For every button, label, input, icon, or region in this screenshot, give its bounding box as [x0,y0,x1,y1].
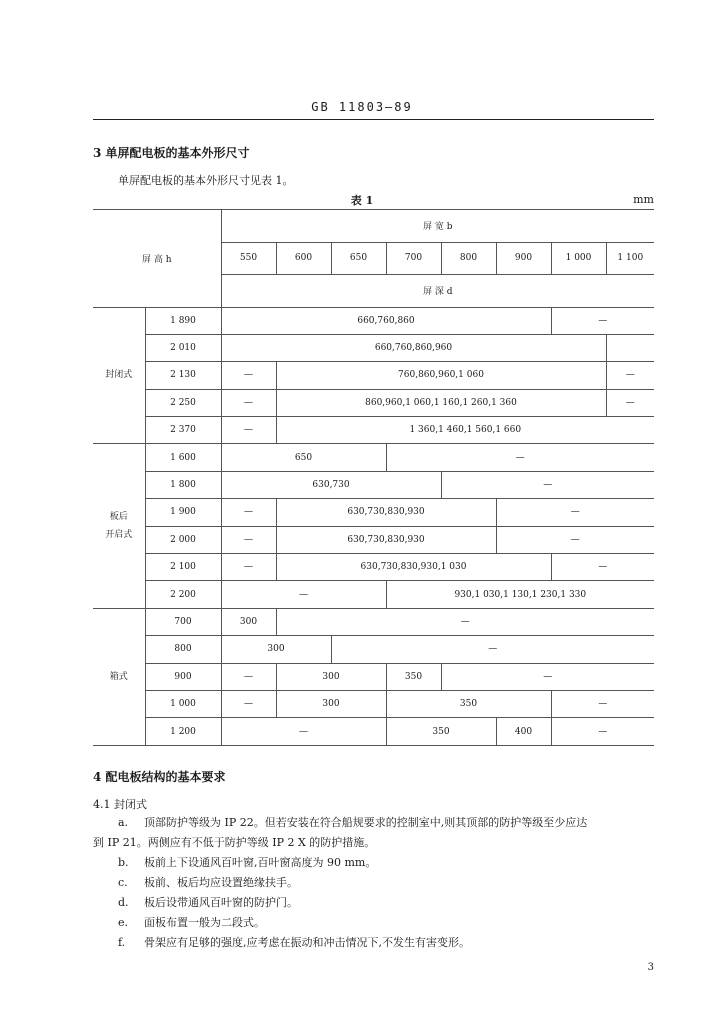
height-value-cell: 1 200 [145,718,221,745]
depth-value-cell: 300 [221,608,276,635]
group-label-cell [93,444,145,608]
table-caption: 表 1 [350,194,374,207]
depth-value-cell: 630,730,830,930 [276,526,496,553]
depth-value-cell: 660,760,860,960 [221,334,606,361]
height-value-cell: 1 000 [145,690,221,717]
depth-value-cell: — [221,526,276,553]
width-header-cell: 900 [496,242,551,275]
depth-value-cell: — [551,307,654,334]
width-header-cell: 1 100 [606,242,654,275]
depth-value-cell: — [606,389,654,416]
item-label: c. [118,876,128,889]
header-rule [93,119,654,120]
depth-value-cell: 400 [496,718,551,745]
depth-group-header: 屏 深 d [221,275,654,308]
table-row [93,663,654,690]
width-header-cell: 700 [386,242,441,275]
depth-value-cell: — [221,554,276,581]
list-item [118,893,658,913]
table-unit: mm [633,193,654,206]
item-text: 面板布置一般为二段式。 [144,916,265,929]
width-group-header: 屏 宽 b [221,210,654,243]
depth-value-cell: — [551,690,654,717]
depth-value-cell: — [606,362,654,389]
depth-value-cell [606,334,654,361]
table-row [93,444,654,471]
depth-value-cell: 1 360,1 460,1 560,1 660 [276,417,654,444]
depth-value-cell: — [221,389,276,416]
section-4-title: 4 配电板结构的基本要求 [93,770,226,784]
width-header-cell: 1 000 [551,242,606,275]
depth-value-cell: — [551,554,654,581]
depth-value-cell: — [551,718,654,745]
item-text: 板前、板后均应设置绝缘扶手。 [144,876,298,889]
list-item [118,873,658,893]
height-value-cell: 1 900 [145,499,221,526]
height-value-cell: 2 010 [145,334,221,361]
depth-value-cell: — [221,417,276,444]
depth-value-cell: 300 [221,636,331,663]
list-item [118,853,658,873]
depth-value-cell: 630,730,830,930,1 030 [276,554,551,581]
depth-value-cell: 300 [276,663,386,690]
standard-number-header: GB 11803—89 [311,100,413,114]
item-text: 板后设带通风百叶窗的防护门。 [144,896,298,909]
depth-value-cell: 650 [221,444,386,471]
section-3-title: 3 单屏配电板的基本外形尺寸 [93,146,250,160]
height-value-cell: 800 [145,636,221,663]
depth-value-cell: — [221,499,276,526]
depth-value-cell: — [441,663,654,690]
height-value-cell: 1 890 [145,307,221,334]
width-header-cell: 550 [221,242,276,275]
height-value-cell: 1 600 [145,444,221,471]
table-row [93,389,654,416]
table-row [93,718,654,745]
depth-value-cell: 930,1 030,1 130,1 230,1 330 [386,581,654,608]
list-item-continuation: 到 IP 21。两侧应有不低于防护等级 IP 2 X 的防护措施。 [93,836,376,849]
height-value-cell: 2 200 [145,581,221,608]
page-number: 3 [647,962,654,973]
height-value-cell: 900 [145,663,221,690]
height-column-header: 屏 高 h [93,210,221,308]
table-row [93,636,654,663]
item-label: f. [118,936,126,949]
group-label-line: 板后 [109,512,128,523]
height-value-cell: 2 370 [145,417,221,444]
depth-value-cell: 860,960,1 060,1 160,1 260,1 360 [276,389,606,416]
table-row [93,362,654,389]
depth-value-cell: — [276,608,654,635]
list-item [118,813,658,833]
list-item [118,933,658,953]
table-row [93,471,654,498]
item-label: a. [118,816,129,829]
depth-value-cell: 630,730,830,930 [276,499,496,526]
height-value-cell: 2 000 [145,526,221,553]
item-text: 骨架应有足够的强度,应考虑在振动和冲击情况下,不发生有害变形。 [144,936,470,949]
depth-value-cell: — [221,362,276,389]
depth-value-cell: 350 [386,690,551,717]
height-value-cell: 700 [145,608,221,635]
item-label: b. [118,856,129,869]
table-row [93,417,654,444]
width-header-cell: 600 [276,242,331,275]
depth-value-cell: — [221,718,386,745]
depth-value-cell: — [441,471,654,498]
section-4-1-items [93,813,658,953]
table-row [93,526,654,553]
group-label-line: 开启式 [105,530,133,541]
item-text: 顶部防护等级为 IP 22。但若安装在符合船规要求的控制室中,则其顶部的防护等级至少应达 [144,816,588,829]
depth-value-cell: 300 [276,690,386,717]
depth-value-cell: 630,730 [221,471,441,498]
depth-value-cell: — [221,581,386,608]
table-1 [93,209,654,746]
depth-value-cell: — [221,690,276,717]
depth-value-cell: 350 [386,718,496,745]
table-row [93,608,654,635]
depth-value-cell: 760,860,960,1 060 [276,362,606,389]
depth-value-cell: — [221,663,276,690]
height-value-cell: 1 800 [145,471,221,498]
depth-value-cell: — [386,444,654,471]
table-row [93,307,654,334]
table-row [93,581,654,608]
depth-value-cell: 350 [386,663,441,690]
table-header-row-width [93,210,654,243]
depth-value-cell: — [496,499,654,526]
group-label-cell: 箱式 [93,608,145,745]
group-label-cell: 封闭式 [93,307,145,444]
list-item [118,913,658,933]
height-value-cell: 2 130 [145,362,221,389]
section-3-intro: 单屏配电板的基本外形尺寸见表 1。 [118,174,294,187]
table-row [93,554,654,581]
table-row [93,499,654,526]
depth-value-cell: — [496,526,654,553]
height-value-cell: 2 100 [145,554,221,581]
width-header-cell: 650 [331,242,386,275]
width-header-cell: 800 [441,242,496,275]
item-text: 板前上下设通风百叶窗,百叶窗高度为 90 mm。 [144,856,377,869]
item-label: d. [118,896,129,909]
depth-value-cell: — [331,636,654,663]
section-4-1-title: 4.1 封闭式 [93,798,147,811]
height-value-cell: 2 250 [145,389,221,416]
table-row [93,690,654,717]
table-row [93,334,654,361]
depth-value-cell: 660,760,860 [221,307,551,334]
item-label: e. [118,916,129,929]
